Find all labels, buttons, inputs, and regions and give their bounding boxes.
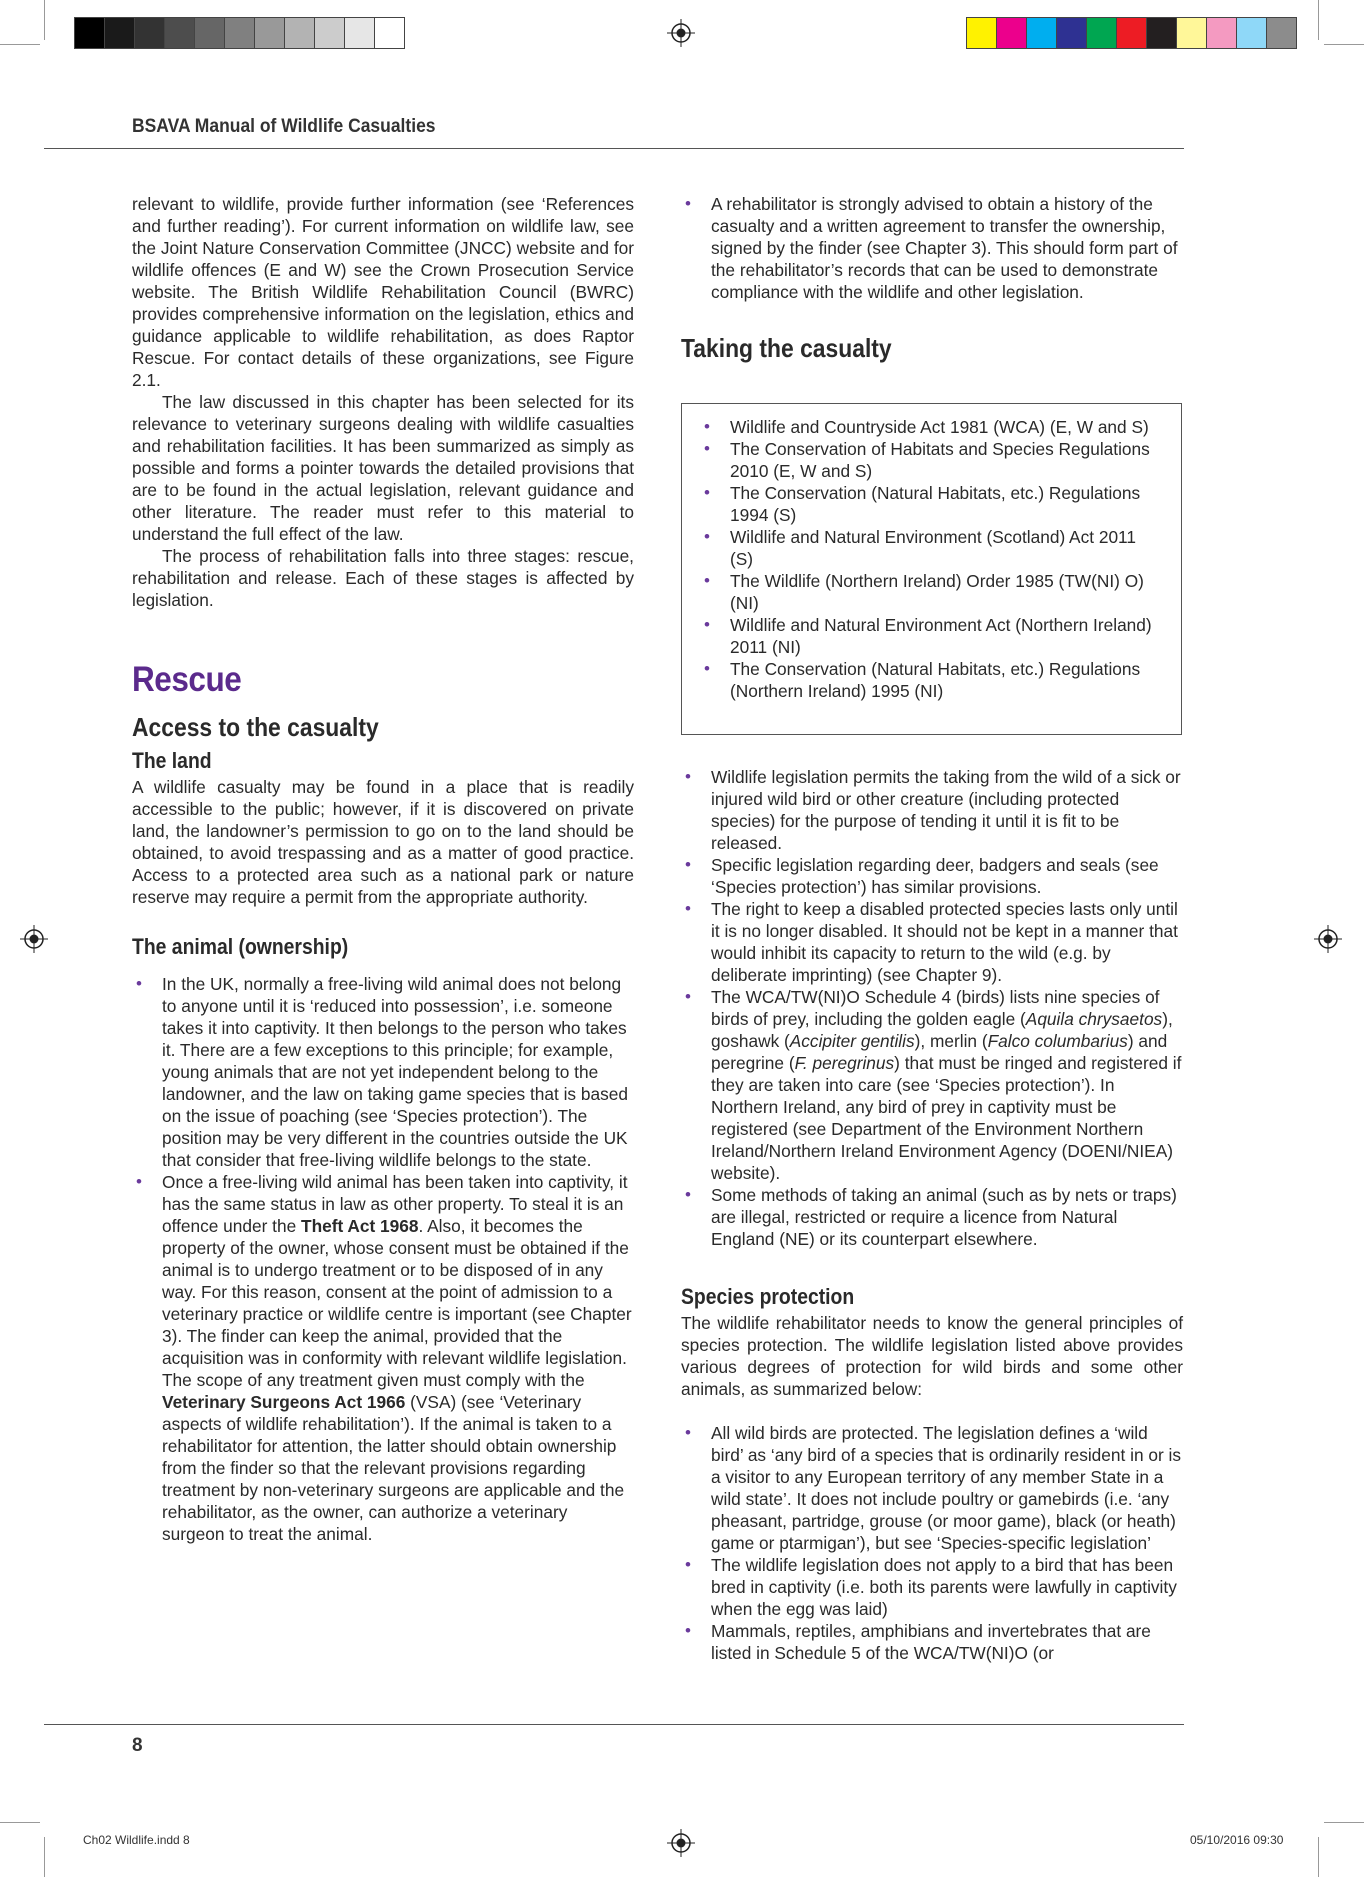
list-item xyxy=(681,986,1183,1184)
taking-bullet-4-text-a: The WCA/TW(NI)O Schedule 4 (birds) lists nine species of birds of prey, including the golden eagle ( xyxy=(711,987,1160,1029)
page-number: 8 xyxy=(132,1735,143,1756)
taking-bullets xyxy=(681,766,1183,1250)
color-swatch xyxy=(997,18,1027,48)
color-swatch xyxy=(1087,18,1117,48)
color-swatch xyxy=(1147,18,1177,48)
gray-swatch xyxy=(75,18,105,48)
color-swatch xyxy=(1267,18,1296,48)
crop-mark-top-right-h xyxy=(1324,44,1364,45)
heading-species-protection: Species protection xyxy=(681,1284,855,1309)
heading-access-to-casualty: Access to the casualty xyxy=(132,712,379,742)
list-item xyxy=(681,766,1183,854)
taking-bullet-4-text-b: ), goshawk ( xyxy=(711,1009,1173,1051)
intro-paragraph-1: relevant to wildlife, provide further information (see ‘References and further reading’). For current information on wildlife law, see the Joint Nature Conservation Committee (JNCC) website and for wildlife offences (E and W) see the Crown Prosecution Service website. The British Wildlife Rehabilitation Council (BWRC) provides comprehensive information on the legislation, ethics and guidance applicable to wildlife rehabilitation, as does Raptor Rescue. For contact details of these organizations, see Figure 2.1. xyxy=(132,194,634,390)
registration-mark-right xyxy=(1314,925,1342,953)
gray-swatch xyxy=(195,18,225,48)
ownership-bullet-2-text-a: Once a free-living wild animal has been taken into captivity, it has the same status in law as other property. To steal it is an offence under the xyxy=(162,1172,628,1236)
legislation-item: • The Conservation (Natural Habitats, etc.) Regulations (Northern Ireland) 1995 (NI) xyxy=(700,658,1160,702)
land-paragraph: A wildlife casualty may be found in a place that is readily accessible to the public; however, if it is discovered on private land, the landowner’s permission to go on to the land should be obtained, to avoid trespassing and as a matter of good practice. Access to a protected area such as a national park or nature reserve may require a permit from the appropriate authority. xyxy=(132,777,634,907)
legislation-list xyxy=(700,416,1160,702)
ownership-bullet-2-text-c: (VSA) (see ‘Veterinary aspects of wildlife rehabilitation’). If the animal is taken to a rehabilitator for attention, the latter should obtain ownership from the finder so that the relevant provisions regarding treatment by non-veterinary surgeons are applicable and the rehabilitator, as the owner, can authorize a veterinary surgeon to treat the animal. xyxy=(162,1392,625,1544)
gray-swatch xyxy=(285,18,315,48)
color-swatch xyxy=(1057,18,1087,48)
taking-bullet-4-text-d: ) and peregrine ( xyxy=(711,1031,1168,1073)
slug-file-name: Ch02 Wildlife.indd 8 xyxy=(83,1833,190,1847)
heading-taking-casualty: Taking the casualty xyxy=(681,333,892,363)
list-item xyxy=(681,898,1183,986)
species-bullet-1: All wild birds are protected. The legislation defines a ‘wild bird’ as ‘any bird of a species that is ordinarily resident in or is a visitor to any European territory of any member State in a wild state’. It does not include poultry or gamebirds (i.e. ‘any pheasant, partridge, grouse (or moor game), black (or heath) game or ptarmigan’), but see ‘Species-specific legislation’ xyxy=(711,1423,1182,1553)
heading-the-land: The land xyxy=(132,748,212,773)
crop-mark-bottom-left-v xyxy=(44,1837,45,1877)
legislation-box xyxy=(681,403,1182,735)
list-item xyxy=(681,1620,1183,1664)
registration-mark-bottom xyxy=(667,1829,695,1857)
ownership-bullet-2-text-b: . Also, it becomes the property of the owner, whose consent must be obtained if the animal is to undergo treatment or to be disposed of in any way. For this reason, consent at the point of admission to a veterinary practice or wildlife centre is important (see Chapter 3). The finder can keep the animal, provided that the acquisition was in conformity with relevant wildlife legislation. The scope of any treatment given must comply with the xyxy=(162,1216,632,1390)
list-item xyxy=(132,973,634,1171)
list-item xyxy=(681,1554,1183,1620)
rehabilitator-history-bullet: A rehabilitator is strongly advised to obtain a history of the casualty and a written agreement to transfer the ownership, signed by the finder (see Chapter 3). This should form part of the rehabilitator’s records that can be used to demonstrate compliance with the wildlife and other legislation. xyxy=(711,194,1178,302)
left-column xyxy=(132,193,634,1545)
color-swatch xyxy=(1207,18,1237,48)
crop-mark-top-right-v xyxy=(1318,0,1319,40)
heading-animal-ownership: The animal (ownership) xyxy=(132,934,349,959)
right-column-bottom xyxy=(681,766,1183,1664)
legislation-item: • The Conservation of Habitats and Species Regulations 2010 (E, W and S) xyxy=(700,438,1160,482)
species-bullets xyxy=(681,1422,1183,1664)
species-paragraph: The wildlife rehabilitator needs to know the general principles of species protection. The wildlife legislation listed above provides various degrees of protection for wild birds and some other animals, as summarized below: xyxy=(681,1313,1183,1399)
legislation-item: • The Conservation (Natural Habitats, etc.) Regulations 1994 (S) xyxy=(700,482,1160,526)
species-name: Falco columbarius xyxy=(987,1031,1128,1051)
list-item xyxy=(681,1184,1183,1250)
gray-swatch xyxy=(375,18,404,48)
crop-mark-top-left-h xyxy=(0,44,40,45)
ownership-bullet-1: In the UK, normally a free-living wild animal does not belong to anyone until it is ‘reduced into possession’, i.e. someone takes it into captivity. It then belongs to the person who takes it. There are a few exceptions to this principle; for example, young animals that are not yet independent belong to the landowner, and the law on taking game species that is based on the issue of poaching (see ‘Species protection’). The position may be very different in the countries outside the UK that consider that free-living wildlife belongs to the state. xyxy=(162,974,628,1170)
list-item xyxy=(681,193,1183,303)
taking-bullet-4-text-e: ) that must be ringed and registered if they are taken into care (see ‘Species protection’). In Northern Ireland, any bird of prey in captivity must be registered (see Department of the Environment Northern Ireland/Northern Ireland Environment Agency (DOENI/NIEA) website). xyxy=(711,1053,1182,1183)
gray-swatch xyxy=(315,18,345,48)
slug-date-time: 05/10/2016 09:30 xyxy=(1190,1833,1284,1847)
theft-act-ref: Theft Act 1968 xyxy=(301,1216,419,1236)
intro-paragraph-2: The law discussed in this chapter has been selected for its relevance to veterinary surgeons dealing with wildlife casualties and rehabilitation facilities. It has been summarized as simply as possible and forms a pointer towards the detailed provisions that are to be found in the actual legislation, relevant guidance and other literature. The reader must refer to this material to understand the full effect of the law. xyxy=(132,392,634,544)
right-column-top xyxy=(681,193,1183,363)
taking-bullet-3: The right to keep a disabled protected species lasts only until it is no longer disabled. It should not be kept in a manner that would inhibit its capacity to return to the wild (e.g. by deliberate imprinting) (see Chapter 9). xyxy=(711,899,1178,985)
color-swatch xyxy=(1237,18,1267,48)
intro-paragraph-3: The process of rehabilitation falls into three stages: rescue, rehabilitation and release. Each of these stages is affected by legislation. xyxy=(132,546,634,610)
crop-mark-top-left-v xyxy=(44,0,45,40)
color-swatch xyxy=(1027,18,1057,48)
ownership-bullets xyxy=(132,973,634,1545)
gray-swatch xyxy=(135,18,165,48)
vsa-ref: Veterinary Surgeons Act 1966 xyxy=(162,1392,406,1412)
taking-bullet-2: Specific legislation regarding deer, badgers and seals (see ‘Species protection’) has similar provisions. xyxy=(711,855,1159,897)
running-head: BSAVA Manual of Wildlife Casualties xyxy=(132,116,436,137)
section-heading-rescue: Rescue xyxy=(132,660,242,699)
species-bullet-2: The wildlife legislation does not apply to a bird that has been bred in captivity (i.e. both its parents were lawfully in captivity when the egg was laid) xyxy=(711,1555,1177,1619)
taking-bullet-5: Some methods of taking an animal (such as by nets or traps) are illegal, restricted or require a licence from Natural England (NE) or its counterpart elsewhere. xyxy=(711,1185,1177,1249)
color-swatch xyxy=(1117,18,1147,48)
list-item xyxy=(681,1422,1183,1554)
color-swatch xyxy=(967,18,997,48)
gray-swatch xyxy=(165,18,195,48)
color-swatch xyxy=(1177,18,1207,48)
header-rule xyxy=(44,148,1184,149)
species-name: F. peregrinus xyxy=(794,1053,895,1073)
legislation-item: • Wildlife and Natural Environment (Scotland) Act 2011 (S) xyxy=(700,526,1160,570)
species-name: Accipiter gentilis xyxy=(789,1031,915,1051)
crop-mark-bottom-right-h xyxy=(1324,1822,1364,1823)
registration-mark-top xyxy=(667,19,695,47)
list-item xyxy=(681,854,1183,898)
list-item xyxy=(132,1171,634,1545)
gray-swatch xyxy=(255,18,285,48)
gray-swatch xyxy=(225,18,255,48)
legislation-item: • The Wildlife (Northern Ireland) Order 1985 (TW(NI) O) (NI) xyxy=(700,570,1160,614)
top-bullets xyxy=(681,193,1183,303)
species-name: Aquila chrysaetos xyxy=(1025,1009,1163,1029)
gray-swatch-strip xyxy=(74,17,405,49)
footer-rule xyxy=(44,1724,1184,1725)
taking-bullet-4-text-c: ), merlin ( xyxy=(914,1031,988,1051)
species-bullet-3: Mammals, reptiles, amphibians and invertebrates that are listed in Schedule 5 of the WCA/TW(NI)O (or xyxy=(711,1621,1151,1663)
crop-mark-bottom-right-v xyxy=(1318,1837,1319,1877)
legislation-item: • Wildlife and Countryside Act 1981 (WCA) (E, W and S) xyxy=(700,416,1160,438)
color-swatch-strip xyxy=(966,17,1297,49)
gray-swatch xyxy=(345,18,375,48)
taking-bullet-1: Wildlife legislation permits the taking from the wild of a sick or injured wild bird or other creature (including protected species) for the purpose of tending it until it is fit to be released. xyxy=(711,767,1181,853)
gray-swatch xyxy=(105,18,135,48)
crop-mark-bottom-left-h xyxy=(0,1822,40,1823)
legislation-item: • Wildlife and Natural Environment Act (Northern Ireland) 2011 (NI) xyxy=(700,614,1160,658)
registration-mark-left xyxy=(20,925,48,953)
